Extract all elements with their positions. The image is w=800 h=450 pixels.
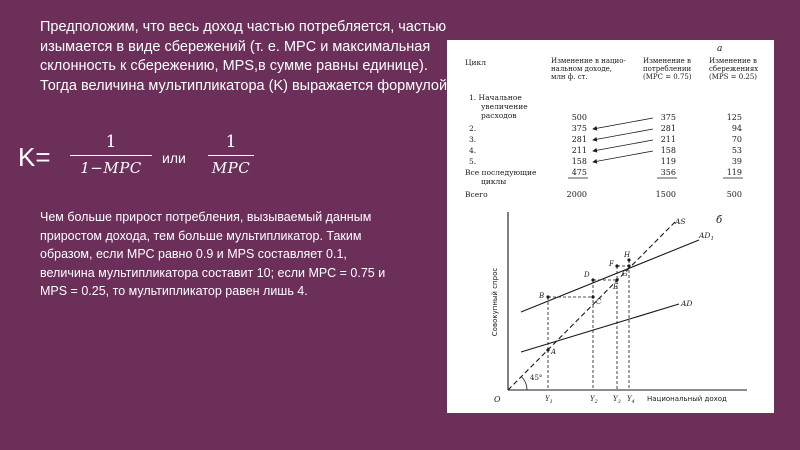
flow-arrow xyxy=(593,118,653,129)
income-cell: 281 xyxy=(571,135,587,144)
income-cell: 375 xyxy=(571,124,587,133)
header-consumption-line: (МРС = 0.75) xyxy=(643,73,692,81)
table-row xyxy=(465,190,742,199)
savings-cell: 94 xyxy=(731,124,742,133)
tick-main: Y xyxy=(613,395,618,403)
consumption-cell: 158 xyxy=(660,146,676,155)
point-label-e: E xyxy=(613,283,619,291)
row-label: Всего xyxy=(465,190,488,199)
graph-tag: б xyxy=(716,215,723,226)
fraction-one-minus-mpc xyxy=(70,132,152,177)
point-label-f: F xyxy=(609,260,614,268)
savings-cell: 500 xyxy=(726,190,742,199)
header-savings-line: (MPS = 0.25) xyxy=(709,73,758,81)
header-income-line: Изменение в нацио- xyxy=(551,57,626,65)
origin-label: O xyxy=(494,395,501,404)
point-label-g: G xyxy=(622,270,628,278)
consumption-cell: 119 xyxy=(660,157,676,166)
point-b xyxy=(546,295,549,298)
ad-label: AD xyxy=(681,299,693,308)
tick-sub: 3 xyxy=(617,399,621,405)
tick-y4 xyxy=(627,395,635,405)
fraction-mpc xyxy=(208,132,254,177)
tick-sub: 2 xyxy=(594,399,598,405)
fraction-denominator: 1−MPC xyxy=(80,159,142,177)
point-label-h: H xyxy=(624,251,631,259)
multiplier-formula xyxy=(14,128,444,192)
header-cycle: Цикл xyxy=(465,58,486,67)
row-label: расходов xyxy=(481,111,517,120)
tick-y2 xyxy=(590,395,598,405)
tick-main: Y xyxy=(545,395,550,403)
row-label: 1. Начальное xyxy=(469,93,522,102)
row-label: 3. xyxy=(469,135,477,144)
row-label: увеличение xyxy=(481,102,528,111)
row-label: 5. xyxy=(469,157,477,166)
header-savings-line: Изменение в xyxy=(709,57,757,65)
row-label: Все последующие xyxy=(465,168,537,177)
ad1-label xyxy=(698,231,714,242)
savings-cell: 70 xyxy=(731,135,742,144)
tick-y3 xyxy=(613,395,621,405)
explanation-paragraph: Чем больше прирост потребления, вызываемый данным приростом дохода, тем больше мультипликатор. Таким образом, если МРС равно 0.9 и MPS составляет 0.1, величина мультипликатора составит 10; если МРС = 0.75 и MPS = 0.25, то мультипликатор равен лишь 4. xyxy=(40,210,386,298)
x-axis-label: Национальный доход xyxy=(647,395,727,403)
tick-sub: 1 xyxy=(549,399,553,405)
flow-arrows xyxy=(593,118,653,162)
header-savings-line: сбережениях xyxy=(709,65,759,73)
point-e xyxy=(615,278,618,281)
savings-cell: 53 xyxy=(731,146,742,155)
income-cell: 158 xyxy=(571,157,587,166)
header-savings xyxy=(709,57,758,81)
income-cell: 475 xyxy=(571,168,587,177)
header-consumption-line: Изменение в xyxy=(643,57,691,65)
header-income-line: нальном доходе, xyxy=(551,65,613,73)
consumption-cell: 281 xyxy=(660,124,676,133)
savings-cell: 39 xyxy=(731,157,742,166)
as-line xyxy=(508,220,677,390)
fraction-numerator: 1 xyxy=(105,132,117,152)
angle-arc xyxy=(521,377,527,390)
flow-arrow xyxy=(593,151,653,162)
savings-cell: 119 xyxy=(726,168,742,177)
ad1-label-main: AD xyxy=(699,231,711,240)
point-label-b: B xyxy=(539,292,545,300)
point-a xyxy=(546,348,549,351)
header-consumption-line: потреблении xyxy=(643,65,692,73)
tick-y1 xyxy=(545,395,553,405)
tick-sub: 4 xyxy=(631,399,635,405)
intro-paragraph: Предположим, что весь доход частью потребляется, частью изымается в виде сбережений (т. е. MPC и максимальная склонность к сбережению, MPS,в сумме равны единице). Тогда величина мультипликатора (K) выражается формулой xyxy=(40,19,448,94)
point-label-d: D xyxy=(584,271,590,279)
table-row xyxy=(469,135,742,144)
consumption-cell: 211 xyxy=(660,135,676,144)
formula-or-label: или xyxy=(162,150,186,166)
row-label: 2. xyxy=(469,124,477,133)
x-ticks xyxy=(545,395,635,405)
consumption-cell: 375 xyxy=(660,113,676,122)
row-label: циклы xyxy=(481,177,507,186)
table-row xyxy=(469,93,742,122)
fraction-denominator: MPC xyxy=(211,159,251,177)
table-row xyxy=(469,157,742,166)
as-label: AS xyxy=(675,217,686,226)
income-cell: 2000 xyxy=(566,190,587,199)
point-g xyxy=(627,264,630,267)
flow-arrow xyxy=(593,129,653,140)
point-label-c: C xyxy=(596,298,602,306)
multiplier-figure xyxy=(447,40,774,413)
ad-line xyxy=(521,304,679,352)
flow-arrow xyxy=(593,140,653,151)
consumption-cell: 1500 xyxy=(655,190,676,199)
formula-lhs: K= xyxy=(18,142,51,172)
tick-main: Y xyxy=(627,395,632,403)
point-f xyxy=(615,264,618,267)
savings-cell: 125 xyxy=(726,113,742,122)
header-consumption xyxy=(643,57,692,81)
aggregate-demand-graph xyxy=(491,212,747,405)
point-label-a: A xyxy=(551,348,557,356)
header-income-line: млн ф. ст. xyxy=(551,73,588,81)
ad1-label-sub: 1 xyxy=(710,236,714,242)
table-tag: а xyxy=(717,44,723,54)
header-income xyxy=(551,57,626,81)
tick-main: Y xyxy=(590,395,595,403)
fraction-numerator: 1 xyxy=(225,132,237,152)
consumption-cell: 356 xyxy=(660,168,676,177)
table-row xyxy=(469,124,742,133)
row-label: 4. xyxy=(469,146,477,155)
income-cell: 211 xyxy=(571,146,587,155)
angle-label: 45° xyxy=(530,374,543,382)
point-d xyxy=(591,278,594,281)
ad1-line xyxy=(521,240,699,312)
table-row xyxy=(469,146,742,155)
multiplier-table xyxy=(465,44,758,199)
y-axis-label: Совокупный спрос xyxy=(491,267,499,337)
table-row xyxy=(465,168,743,186)
income-cell: 500 xyxy=(571,113,587,122)
point-c xyxy=(591,295,594,298)
